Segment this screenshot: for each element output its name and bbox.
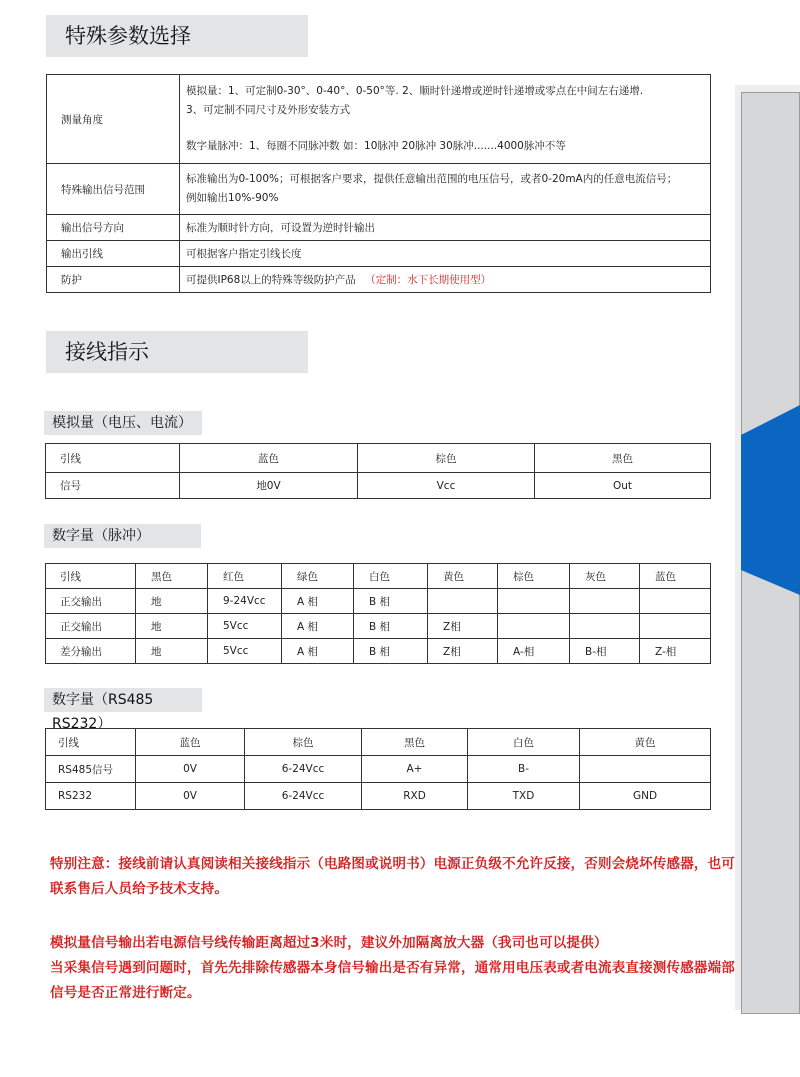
header-cell: 引线 xyxy=(46,729,136,756)
table-cell: TXD xyxy=(468,783,580,810)
table-cell xyxy=(640,589,711,614)
table-row xyxy=(47,241,711,267)
table-cell: Z-相 xyxy=(640,639,711,664)
header-cell: 黑色 xyxy=(535,444,711,473)
table-cell: Vcc xyxy=(358,473,535,499)
pulse-table xyxy=(45,563,711,664)
table-cell: 5Vcc xyxy=(208,639,282,664)
wiring-heading: 接线指示 xyxy=(46,331,308,373)
row-label: 特殊输出信号范围 xyxy=(47,164,180,215)
table-cell xyxy=(498,589,570,614)
header-cell: 黄色 xyxy=(580,729,711,756)
table-cell xyxy=(580,756,711,783)
blue-accent-shape xyxy=(741,405,800,595)
table-cell: Z相 xyxy=(428,639,498,664)
warning-note: 特别注意：接线前请认真阅读相关接线指示（电路图或说明书）电源正负级不允许反接，否则会烧坏传感器，也可联系售后人员给予技术支持。 xyxy=(50,856,735,897)
row-content: 标准为顺时针方向，可设置为逆时针输出 xyxy=(180,215,711,241)
table-cell: 6-24Vcc xyxy=(245,756,362,783)
row-content xyxy=(180,164,711,215)
table-header-row xyxy=(46,729,711,756)
content-line: 标准输出为0-100%；可根据客户要求，提供任意输出范围的电压信号，或者0-20mA内的任意电流信号； xyxy=(186,173,678,185)
header-cell: 黄色 xyxy=(428,564,498,589)
table-row xyxy=(46,783,711,810)
special-params-heading: 特殊参数选择 xyxy=(46,15,308,57)
table-cell: A+ xyxy=(362,756,468,783)
header-cell: 绿色 xyxy=(282,564,354,589)
table-cell: 信号 xyxy=(46,473,180,499)
table-cell: 0V xyxy=(136,783,245,810)
header-cell: 蓝色 xyxy=(180,444,358,473)
table-cell: 正交输出 xyxy=(46,589,136,614)
table-cell: 地 xyxy=(136,639,208,664)
analog-subheading: 模拟量（电压、电流） xyxy=(44,411,202,435)
header-cell: 灰色 xyxy=(570,564,640,589)
isolation-note: 模拟量信号输出若电源信号线传输距离超过3米时，建议外加隔离放大器（我司也可以提供） xyxy=(50,935,608,951)
table-cell xyxy=(570,614,640,639)
header-cell: 黑色 xyxy=(362,729,468,756)
content-line: 3、可定制不同尺寸及外形安装方式 xyxy=(186,104,351,116)
table-row xyxy=(46,589,711,614)
blank-line xyxy=(186,120,704,137)
table-row xyxy=(46,639,711,664)
pulse-subheading: 数字量（脉冲） xyxy=(44,524,201,548)
table-cell: 差分输出 xyxy=(46,639,136,664)
table-cell: Z相 xyxy=(428,614,498,639)
header-cell: 白色 xyxy=(354,564,428,589)
protection-text: 可提供IP68以上的特殊等级防护产品 xyxy=(186,274,356,286)
protection-custom-note: （定制：水下长期使用型） xyxy=(365,274,492,286)
table-cell: A 相 xyxy=(282,639,354,664)
header-cell: 引线 xyxy=(46,564,136,589)
table-cell: B- xyxy=(468,756,580,783)
table-cell xyxy=(498,614,570,639)
troubleshoot-note: 当采集信号遇到问题时，首先先排除传感器本身信号输出是否有异常，通常用电压表或者电流表直接测传感器端部信号是否正常进行断定。 xyxy=(50,960,735,1001)
header-cell: 黑色 xyxy=(136,564,208,589)
rs485-subheading: 数字量（RS485 RS232） xyxy=(44,688,202,712)
header-cell: 棕色 xyxy=(358,444,535,473)
table-cell: A-相 xyxy=(498,639,570,664)
table-cell: B 相 xyxy=(354,589,428,614)
table-cell: 5Vcc xyxy=(208,614,282,639)
table-row xyxy=(46,473,711,499)
content-line: 数字量脉冲：1、每圈不同脉冲数 如：10脉冲 20脉冲 30脉冲.......4000脉冲不等 xyxy=(186,140,566,152)
advice-notices xyxy=(50,931,740,1006)
table-cell: 6-24Vcc xyxy=(245,783,362,810)
header-cell: 红色 xyxy=(208,564,282,589)
table-cell: Out xyxy=(535,473,711,499)
table-header-row xyxy=(46,564,711,589)
table-cell: 地 xyxy=(136,614,208,639)
table-row xyxy=(47,75,711,164)
table-row xyxy=(46,614,711,639)
table-cell: 地 xyxy=(136,589,208,614)
table-cell: B-相 xyxy=(570,639,640,664)
special-params-table xyxy=(46,74,711,293)
row-content xyxy=(180,267,711,293)
table-cell: GND xyxy=(580,783,711,810)
warning-notice xyxy=(50,852,740,902)
row-label: 防护 xyxy=(47,267,180,293)
header-cell: 蓝色 xyxy=(640,564,711,589)
content-line: 模拟量：1、可定制0-30°、0-40°、0-50°等. 2、顺时针递增或逆时针递增或零点在中间左右递增. xyxy=(186,85,644,97)
table-header-row xyxy=(46,444,711,473)
analog-table xyxy=(45,443,711,499)
table-cell: A 相 xyxy=(282,614,354,639)
content-line: 例如输出10%-90% xyxy=(186,192,279,204)
table-row xyxy=(46,756,711,783)
table-cell: 正交输出 xyxy=(46,614,136,639)
row-label: 输出信号方向 xyxy=(47,215,180,241)
header-cell: 蓝色 xyxy=(136,729,245,756)
row-content xyxy=(180,75,711,164)
table-row xyxy=(47,215,711,241)
table-cell xyxy=(570,589,640,614)
table-cell: 0V xyxy=(136,756,245,783)
table-row xyxy=(47,164,711,215)
table-cell: RS232 xyxy=(46,783,136,810)
table-cell: RXD xyxy=(362,783,468,810)
header-cell: 棕色 xyxy=(498,564,570,589)
table-cell xyxy=(640,614,711,639)
row-label: 输出引线 xyxy=(47,241,180,267)
table-cell: B 相 xyxy=(354,639,428,664)
table-cell: RS485信号 xyxy=(46,756,136,783)
header-cell: 棕色 xyxy=(245,729,362,756)
table-cell: B 相 xyxy=(354,614,428,639)
table-cell: A 相 xyxy=(282,589,354,614)
header-cell: 白色 xyxy=(468,729,580,756)
header-cell: 引线 xyxy=(46,444,180,473)
row-content: 可根据客户指定引线长度 xyxy=(180,241,711,267)
row-label: 测量角度 xyxy=(47,75,180,164)
table-cell: 地0V xyxy=(180,473,358,499)
table-row xyxy=(47,267,711,293)
table-cell xyxy=(428,589,498,614)
rs485-table xyxy=(45,728,711,810)
table-cell: 9-24Vcc xyxy=(208,589,282,614)
